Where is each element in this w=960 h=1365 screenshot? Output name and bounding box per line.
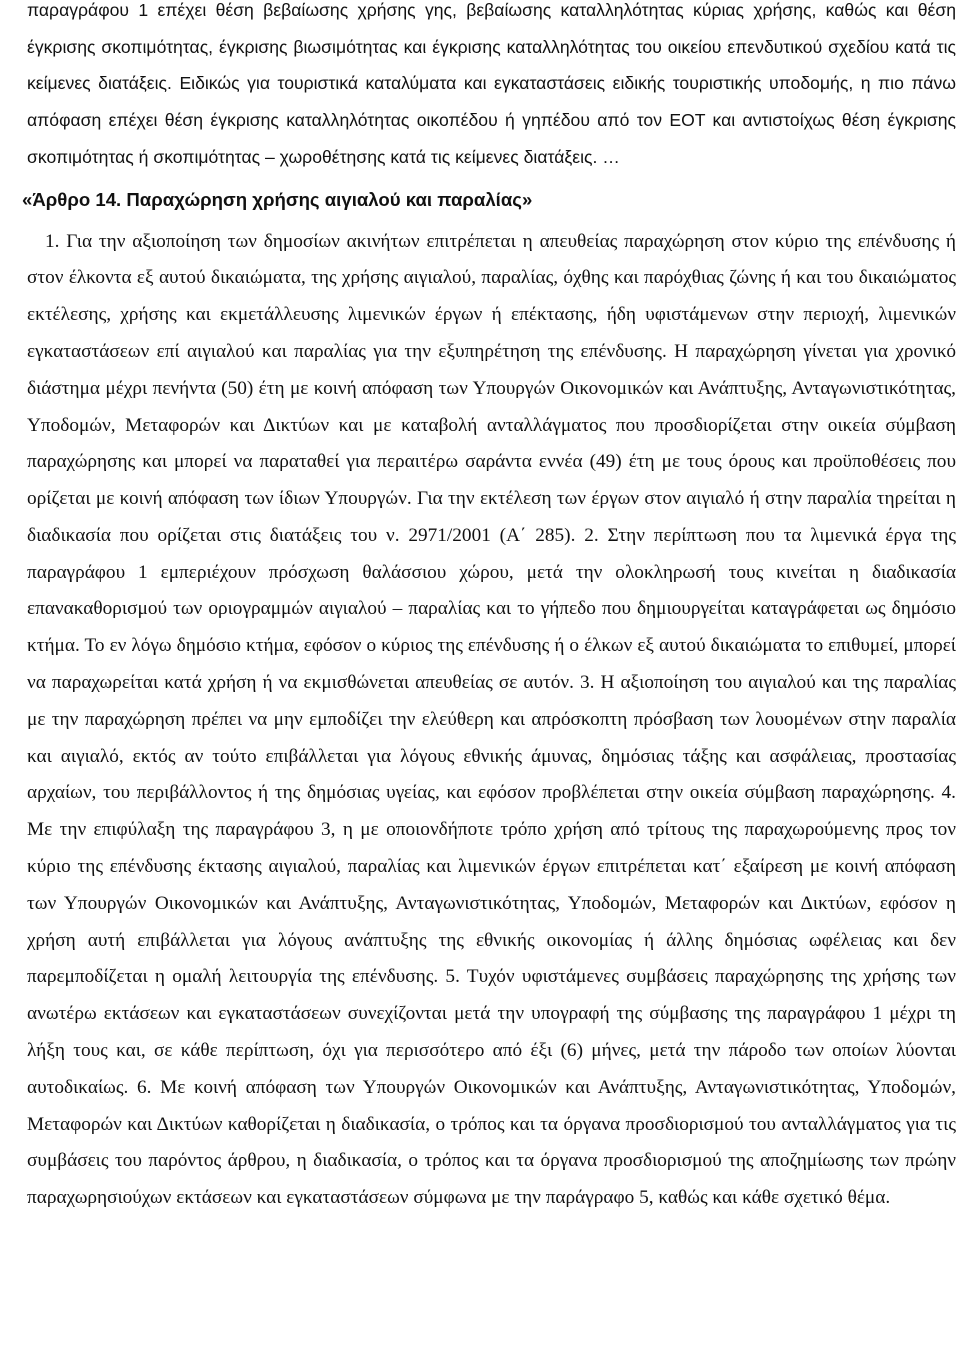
article-heading: «Άρθρο 14. Παραχώρηση χρήσης αιγιαλού και παραλίας» (22, 188, 533, 210)
intro-paragraph: παραγράφου 1 επέχει θέση βεβαίωσης χρήσης γης, βεβαίωσης καταλληλότητας κύριας χρήσης, καθώς και θέση έγκρισης σκοπιμότητας, έγκρισης βιωσιμότητας και έγκρισης καταλληλότητας του οικείου επενδυτικού σχεδίου κατά τις κείμενες διατάξεις. Ειδικώς για τουριστικά καταλύματα και εγκαταστάσεις ειδικής τουριστικής υποδομής, η πιο πάνω απόφαση επέχει θέση έγκρισης καταλληλότητας οικοπέδου ή γηπέδου από τον ΕΟΤ και αντιστοίχως θέση έγκρισης σκοπιμότητας ή σκοπιμότητας – χωροθέτησης κατά τις κείμενες διατάξεις. … (27, 0, 956, 167)
article-body-text: 1. Για την αξιοποίηση των δημοσίων ακινήτων επιτρέπεται η απευθείας παραχώρηση στον κύριο της επένδυσης ή στον έλκοντα εξ αυτού δικαιώματα, της χρήσης αιγιαλού, παραλίας, όχθης και παρόχθιας ζώνης ή και του δικαιώματος εκτέλεσης, χρήσης και εκμετάλλευσης λιμενικών έργων ή επέκτασης, ήδη υφιστάμενων στην περιοχή, λιμενικών εγκαταστάσεων επί αιγιαλού και παραλίας για την εξυπηρέτηση της επένδυσης. Η παραχώρηση γίνεται για χρονικό διάστημα μέχρι πενήντα (50) έτη με κοινή απόφαση των Υπουργών Οικονομικών και Ανάπτυξης, Ανταγωνιστικότητας, Υποδομών, Μεταφορών και Δικτύων και με καταβολή ανταλλάγματος που προσδιορίζεται στην οικεία σύμβαση παραχώρησης και μπορεί να παραταθεί για περαιτέρω σαράντα εννέα (49) έτη με τους όρους και προϋποθέσεις που ορίζεται με κοινή απόφαση των ίδιων Υπουργών. Για την εκτέλεση των έργων στον αιγιαλό ή στην παραλία τηρείται η διαδικασία που ορίζεται στις διατάξεις του ν. 2971/2001 (Α΄ 285). 2. Στην περίπτωση που τα λιμενικά έργα της παραγράφου 1 εμπεριέχουν πρόσχωση θαλάσσιου χώρου, μετά την ολοκληρωσή τους κινείται η διαδικασία επανακαθορισμού των οριογραμμών αιγιαλού – παραλίας και το γήπεδο που δημιουργείται καταγράφεται ως δημόσιο κτήμα. Το εν λόγω δημόσιο κτήμα, εφόσον ο κύριος της επένδυσης ή ο έλκων εξ αυτού δικαιώματα το επιθυμεί, μπορεί να παραχωρείται κατά χρήση ή να εκμισθώνεται απευθείας σε αυτόν. 3. Η αξιοποίηση του αιγιαλού και της παραλίας με την παραχώρηση πρέπει να μην εμποδίζει την ελεύθερη και απρόσκοπτη πρόσβαση των λουομένων στην παραλία και αιγιαλό, εκτός αν τούτο επιβάλλεται για λόγους εθνικής άμυνας, δημόσιας τάξης και ασφάλειας, προστασίας αρχαίων, του περιβάλλοντος ή της δημόσιας υγείας, και εφόσον προβλέπεται στην οικεία σύμβαση παραχώρησης. 4. Με την επιφύλαξη της παραγράφου 3, η με οποιονδήποτε τρόπο χρήση από τρίτους της παραχωρούμενης προς τον κύριο της επένδυσης έκτασης αιγιαλού, παραλίας και λιμενικών έργων επιτρέπεται κατ΄ εξαίρεση με κοινή απόφαση των Υπουργών Οικονομικών και Ανάπτυξης, Ανταγωνιστικότητας, Υποδομών, Μεταφορών και Δικτύων, εφόσον η χρήση αυτή επιβάλλεται για λόγους ανάπτυξης της εθνικής οικονομίας ή άλλης δημόσιας ωφέλειας και δεν παρεμποδίζεται η ομαλή λειτουργία της επένδυσης. 5. Τυχόν υφιστάμενες συμβάσεις παραχώρησης της χρήσης των ανωτέρω εκτάσεων και εγκαταστάσεων συνεχίζονται μετά την υπογραφή της σύμβασης της παραγράφου 1 μέχρι τη λήξη τους και, σε κάθε περίπτωση, όχι για περισσότερο από έξι (6) μήνες, μετά την πάροδο των οποίων λύονται αυτοδικαίως. 6. Με κοινή απόφαση των Υπουργών Οικονομικών και Ανάπτυξης, Ανταγωνιστικότητας, Υποδομών, Μεταφορών και Δικτύων καθορίζεται η διαδικασία, ο τρόπος και τα όργανα προσδιορισμού του ανταλλάγματος για τις συμβάσεις του παρόντος άρθρου, η διαδικασία, ο τρόπος και τα όργανα προσδιορισμού της αποζημίωσης των πρώην παραχωρησιούχων εκτάσεων και εγκαταστάσεων σύμφωνα με την παράγραφο 5, καθώς και κάθε σχετικό θέμα. (27, 230, 956, 1209)
article-body (27, 224, 956, 1218)
